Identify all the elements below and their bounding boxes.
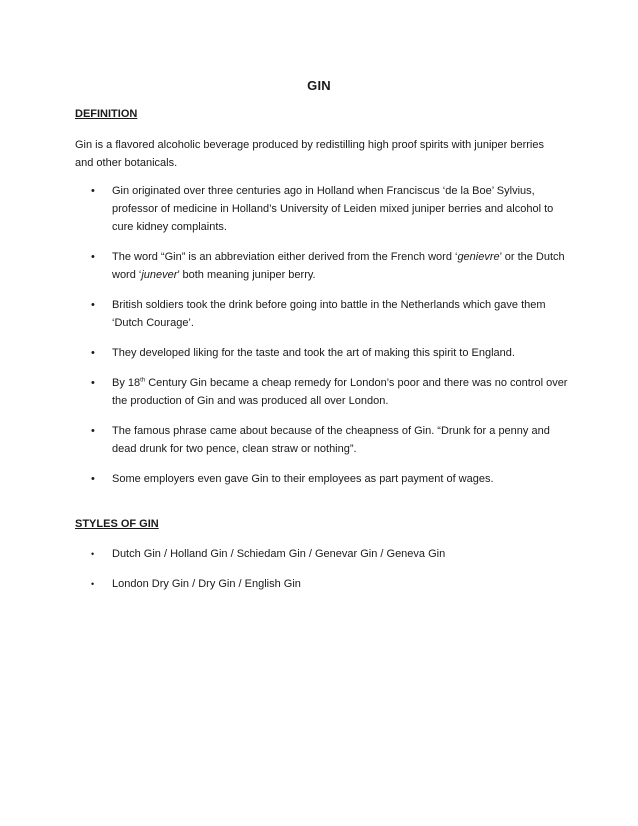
list-item — [75, 575, 575, 593]
bullet-text-part: The word “Gin” is an abbreviation either derived from the French word ‘ — [112, 251, 458, 263]
bullet-icon: • — [91, 299, 95, 311]
bullet-text-italic: genievre — [457, 251, 500, 263]
list-item — [75, 344, 575, 362]
bullet-text-italic: junever — [141, 269, 178, 281]
styles-heading: STYLES OF GIN — [75, 518, 159, 530]
bullet-text-part: ’ both meaning juniper berry. — [177, 269, 316, 281]
list-item — [75, 248, 575, 284]
list-item — [75, 182, 575, 236]
definition-heading: DEFINITION — [75, 108, 138, 120]
bullet-text: Gin originated over three centuries ago in Holland when Franciscus ‘de la Boe’ Sylvius, professor of medicine in Holland’s University of Leiden mixed juniper berries and alcohol to cure kidney complaints. — [112, 185, 554, 233]
bullet-icon: • — [91, 425, 95, 437]
list-item — [75, 374, 575, 410]
bullet-icon: • — [91, 377, 95, 389]
bullet-icon: • — [91, 347, 95, 359]
document-title: GIN — [307, 78, 331, 93]
bullet-text-part: Century Gin became a cheap remedy for London’s poor and there was no control over the production of Gin and was produced all over London. — [112, 377, 568, 407]
bullet-icon: • — [91, 579, 95, 589]
bullet-text-part: ’ or the Dutch word ‘ — [112, 251, 565, 281]
ordinal-suffix: th — [140, 377, 146, 384]
bullet-text-part: By 18 — [112, 377, 141, 389]
bullet-icon: • — [91, 185, 95, 197]
bullet-text: Some employers even gave Gin to their employees as part payment of wages. — [112, 473, 494, 485]
list-item — [75, 296, 575, 332]
definition-paragraph: Gin is a flavored alcoholic beverage produced by redistilling high proof spirits with juniper berries and other botanicals. — [75, 139, 544, 169]
bullet-text — [112, 377, 567, 407]
bullet-text — [112, 251, 565, 281]
style-item-text: Dutch Gin / Holland Gin / Schiedam Gin / Genevar Gin / Geneva Gin — [112, 548, 446, 560]
styles-bullet-list — [75, 545, 575, 593]
list-item — [75, 545, 575, 563]
bullet-icon: • — [91, 473, 95, 485]
bullet-text: The famous phrase came about because of the cheapness of Gin. “Drunk for a penny and dead drunk for two pence, clean straw or nothing”. — [112, 425, 550, 455]
bullet-icon: • — [91, 251, 95, 263]
bullet-icon: • — [91, 549, 95, 559]
definition-bullet-list — [75, 182, 575, 488]
bullet-text: They developed liking for the taste and took the art of making this spirit to England. — [112, 347, 515, 359]
bullet-text: British soldiers took the drink before going into battle in the Netherlands which gave them ‘Dutch Courage’. — [112, 299, 546, 329]
style-item-text: London Dry Gin / Dry Gin / English Gin — [112, 578, 301, 590]
list-item — [75, 470, 575, 488]
list-item — [75, 422, 575, 458]
